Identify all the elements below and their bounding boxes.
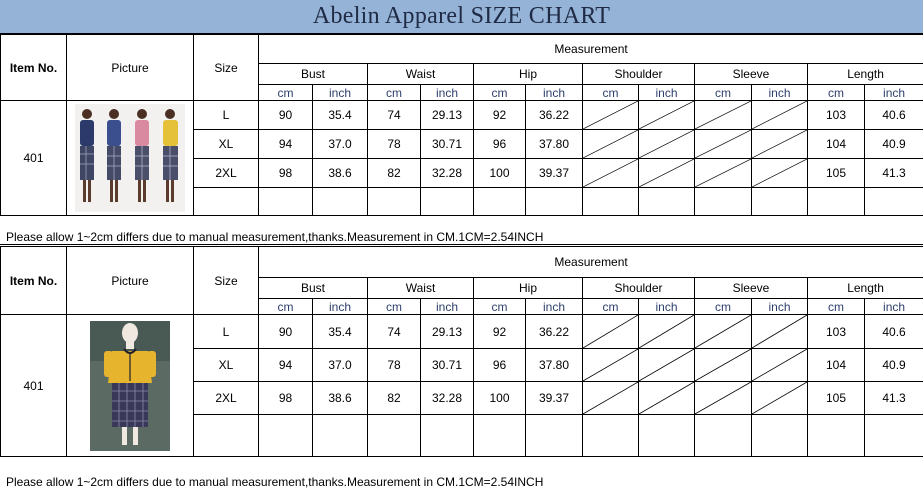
item-no-header: Item No. bbox=[1, 247, 67, 315]
shoulder-inch-empty bbox=[639, 349, 695, 382]
bust-inch: 37.0 bbox=[313, 349, 368, 382]
length-cm: 105 bbox=[808, 159, 865, 188]
bust-inch: 35.4 bbox=[313, 315, 368, 349]
bust-inch: 35.4 bbox=[313, 101, 368, 130]
size-table bbox=[0, 246, 923, 457]
sleeve-inch-empty bbox=[752, 159, 808, 188]
length-inch: 40.9 bbox=[865, 130, 923, 159]
unit-inch: inch bbox=[865, 85, 923, 101]
sleeve-inch-empty bbox=[752, 101, 808, 130]
waist-cm: 74 bbox=[368, 315, 421, 349]
size-value: L bbox=[194, 101, 259, 130]
product-picture bbox=[67, 315, 194, 457]
hip-cm: 96 bbox=[474, 130, 526, 159]
hip-cm: 92 bbox=[474, 101, 526, 130]
unit-inch: inch bbox=[752, 85, 808, 101]
hip-inch: 39.37 bbox=[526, 382, 583, 415]
size-header: Size bbox=[194, 247, 259, 315]
size-value: 2XL bbox=[194, 382, 259, 415]
unit-inch: inch bbox=[313, 299, 368, 315]
sleeve-cm-empty bbox=[695, 101, 752, 130]
bust-header: Bust bbox=[259, 64, 368, 85]
size-value: L bbox=[194, 315, 259, 349]
length-cm: 104 bbox=[808, 349, 865, 382]
waist-inch: 29.13 bbox=[421, 315, 474, 349]
size-header: Size bbox=[194, 35, 259, 101]
measurement-header: Measurement bbox=[259, 247, 923, 278]
unit-cm: cm bbox=[583, 299, 639, 315]
bust-inch: 38.6 bbox=[313, 159, 368, 188]
bust-inch: 38.6 bbox=[313, 382, 368, 415]
hip-cm: 92 bbox=[474, 315, 526, 349]
unit-cm: cm bbox=[474, 299, 526, 315]
size-value: 2XL bbox=[194, 159, 259, 188]
title-bar bbox=[0, 0, 923, 34]
length-cm: 105 bbox=[808, 382, 865, 415]
item-no-value: 401 bbox=[1, 315, 67, 457]
hip-cm: 100 bbox=[474, 159, 526, 188]
shoulder-inch-empty bbox=[639, 101, 695, 130]
table-row bbox=[1, 315, 923, 349]
shoulder-cm-empty bbox=[583, 382, 639, 415]
bust-cm: 90 bbox=[259, 315, 313, 349]
hip-cm: 96 bbox=[474, 349, 526, 382]
waist-inch: 32.28 bbox=[421, 382, 474, 415]
waist-inch: 30.71 bbox=[421, 349, 474, 382]
unit-inch: inch bbox=[421, 299, 474, 315]
sleeve-cm-empty bbox=[695, 159, 752, 188]
length-inch: 41.3 bbox=[865, 382, 923, 415]
shoulder-cm-empty bbox=[583, 315, 639, 349]
unit-cm: cm bbox=[808, 85, 865, 101]
measurement-note: Please allow 1~2cm differs due to manual measurement,thanks.Measurement in CM.1CM=2.54INCH bbox=[0, 219, 923, 245]
unit-cm: cm bbox=[808, 299, 865, 315]
shoulder-header: Shoulder bbox=[583, 64, 695, 85]
measurement-note: Please allow 1~2cm differs due to manual measurement,thanks.Measurement in CM.1CM=2.54INCH bbox=[0, 462, 923, 488]
unit-inch: inch bbox=[752, 299, 808, 315]
waist-inch: 30.71 bbox=[421, 130, 474, 159]
unit-cm: cm bbox=[695, 299, 752, 315]
size-table-block-1 bbox=[0, 34, 923, 216]
shoulder-cm-empty bbox=[583, 159, 639, 188]
length-inch: 40.6 bbox=[865, 101, 923, 130]
picture-header: Picture bbox=[67, 247, 194, 315]
unit-cm: cm bbox=[368, 299, 421, 315]
waist-cm: 82 bbox=[368, 159, 421, 188]
size-table bbox=[0, 34, 923, 216]
sleeve-inch-empty bbox=[752, 382, 808, 415]
waist-cm: 74 bbox=[368, 101, 421, 130]
shoulder-header: Shoulder bbox=[583, 278, 695, 299]
product-picture bbox=[67, 101, 194, 216]
hip-header: Hip bbox=[474, 278, 583, 299]
waist-inch: 29.13 bbox=[421, 101, 474, 130]
shoulder-inch-empty bbox=[639, 315, 695, 349]
length-inch: 41.3 bbox=[865, 159, 923, 188]
unit-cm: cm bbox=[259, 85, 313, 101]
sleeve-cm-empty bbox=[695, 349, 752, 382]
unit-inch: inch bbox=[639, 299, 695, 315]
waist-cm: 78 bbox=[368, 349, 421, 382]
unit-cm: cm bbox=[695, 85, 752, 101]
shoulder-cm-empty bbox=[583, 101, 639, 130]
waist-cm: 78 bbox=[368, 130, 421, 159]
four-models-dress-photo bbox=[75, 104, 185, 212]
unit-cm: cm bbox=[368, 85, 421, 101]
sleeve-header: Sleeve bbox=[695, 278, 808, 299]
sleeve-cm-empty bbox=[695, 130, 752, 159]
shoulder-inch-empty bbox=[639, 130, 695, 159]
hip-inch: 39.37 bbox=[526, 159, 583, 188]
bust-cm: 94 bbox=[259, 130, 313, 159]
picture-header: Picture bbox=[67, 35, 194, 101]
waist-inch: 32.28 bbox=[421, 159, 474, 188]
hip-cm: 100 bbox=[474, 382, 526, 415]
hip-inch: 37.80 bbox=[526, 130, 583, 159]
unit-inch: inch bbox=[526, 85, 583, 101]
sleeve-cm-empty bbox=[695, 315, 752, 349]
unit-inch: inch bbox=[421, 85, 474, 101]
shoulder-cm-empty bbox=[583, 130, 639, 159]
item-no-value: 401 bbox=[1, 101, 67, 216]
unit-inch: inch bbox=[639, 85, 695, 101]
unit-cm: cm bbox=[474, 85, 526, 101]
size-table-block-2 bbox=[0, 246, 923, 457]
bust-inch: 37.0 bbox=[313, 130, 368, 159]
bust-cm: 98 bbox=[259, 382, 313, 415]
measurement-header: Measurement bbox=[259, 35, 923, 64]
bust-cm: 98 bbox=[259, 159, 313, 188]
table-row bbox=[1, 101, 923, 130]
chart-title: Abelin Apparel SIZE CHART bbox=[313, 3, 610, 30]
sleeve-header: Sleeve bbox=[695, 64, 808, 85]
length-inch: 40.9 bbox=[865, 349, 923, 382]
unit-inch: inch bbox=[313, 85, 368, 101]
sleeve-inch-empty bbox=[752, 130, 808, 159]
length-cm: 104 bbox=[808, 130, 865, 159]
bust-header: Bust bbox=[259, 278, 368, 299]
bust-cm: 90 bbox=[259, 101, 313, 130]
hip-inch: 36.22 bbox=[526, 101, 583, 130]
sleeve-inch-empty bbox=[752, 349, 808, 382]
hip-inch: 36.22 bbox=[526, 315, 583, 349]
bust-cm: 94 bbox=[259, 349, 313, 382]
length-header: Length bbox=[808, 278, 923, 299]
waist-header: Waist bbox=[368, 64, 474, 85]
hip-header: Hip bbox=[474, 64, 583, 85]
waist-header: Waist bbox=[368, 278, 474, 299]
length-cm: 103 bbox=[808, 101, 865, 130]
mannequin-dress-photo bbox=[90, 321, 170, 451]
unit-cm: cm bbox=[583, 85, 639, 101]
size-value: XL bbox=[194, 349, 259, 382]
unit-inch: inch bbox=[526, 299, 583, 315]
length-header: Length bbox=[808, 64, 923, 85]
hip-inch: 37.80 bbox=[526, 349, 583, 382]
unit-cm: cm bbox=[259, 299, 313, 315]
sleeve-inch-empty bbox=[752, 315, 808, 349]
shoulder-inch-empty bbox=[639, 159, 695, 188]
shoulder-inch-empty bbox=[639, 382, 695, 415]
size-value: XL bbox=[194, 130, 259, 159]
waist-cm: 82 bbox=[368, 382, 421, 415]
sleeve-cm-empty bbox=[695, 382, 752, 415]
shoulder-cm-empty bbox=[583, 349, 639, 382]
unit-inch: inch bbox=[865, 299, 923, 315]
length-cm: 103 bbox=[808, 315, 865, 349]
length-inch: 40.6 bbox=[865, 315, 923, 349]
item-no-header: Item No. bbox=[1, 35, 67, 101]
